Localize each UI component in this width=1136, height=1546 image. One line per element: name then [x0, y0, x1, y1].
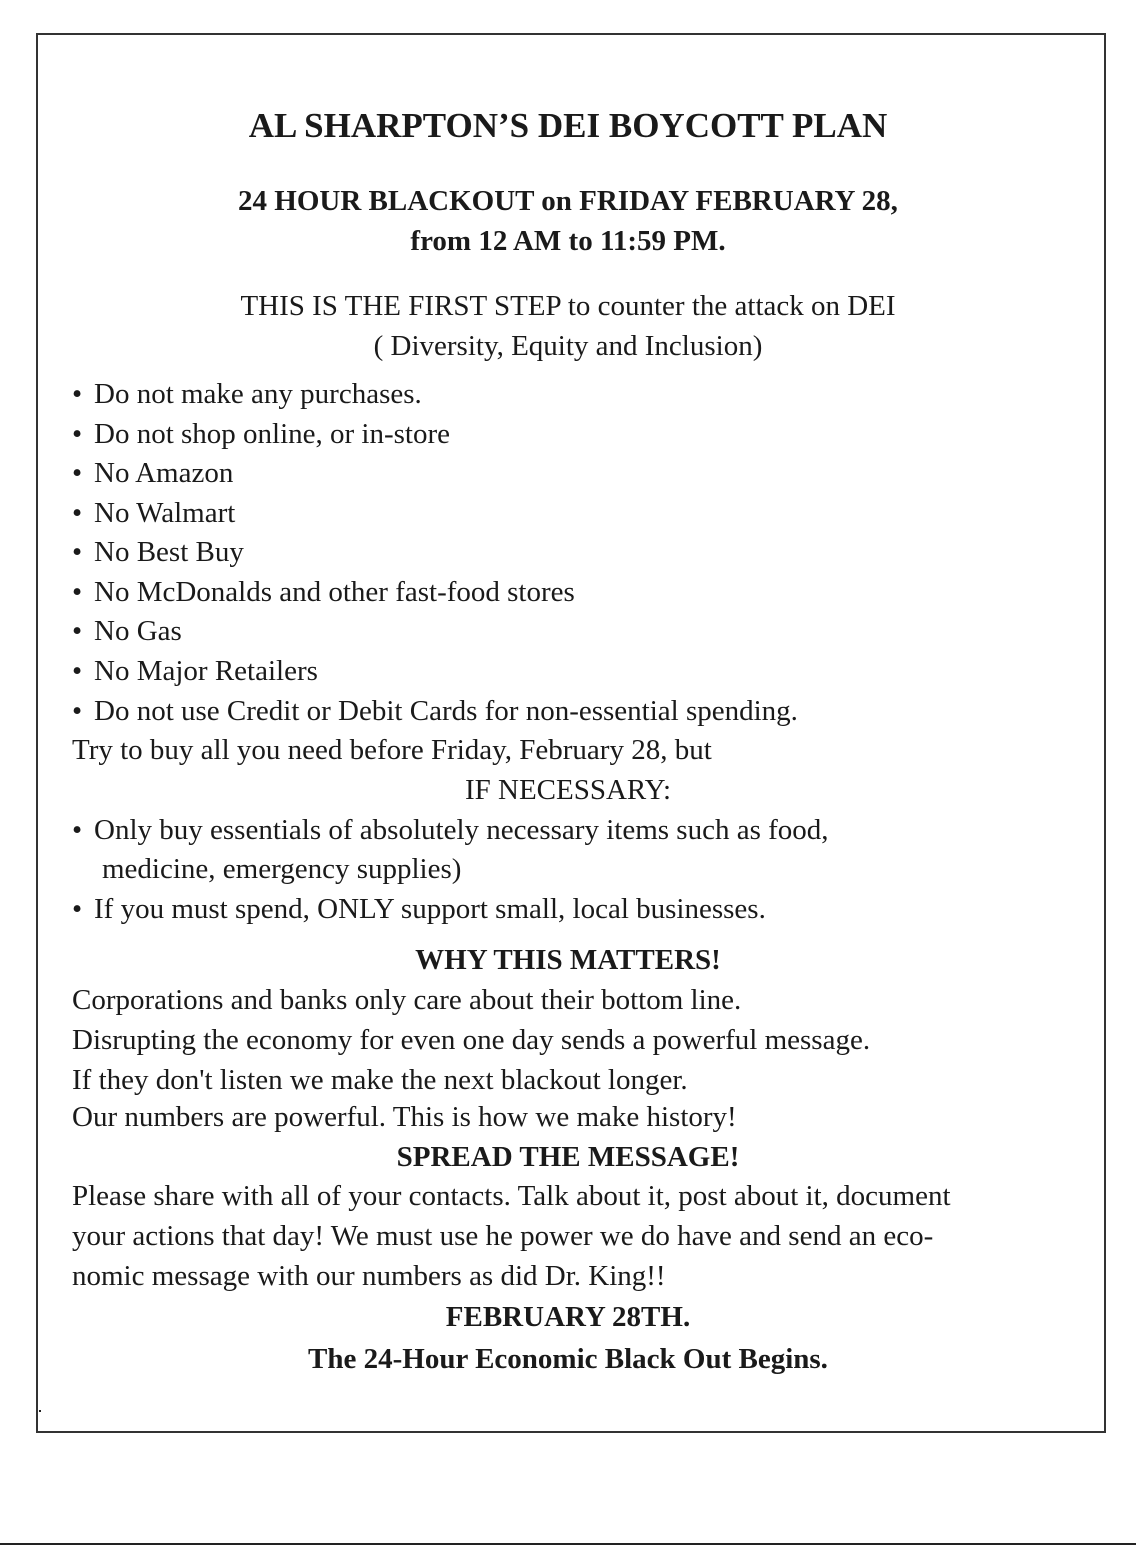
bottom-divider	[0, 1543, 1136, 1545]
first-step-line1: THIS IS THE FIRST STEP to counter the attack on DEI	[240, 290, 896, 322]
rule-item: • No Gas	[72, 615, 182, 647]
why-line: Corporations and banks only care about their bottom line.	[72, 984, 742, 1016]
bullet-glyph: •	[72, 536, 83, 568]
bullet-glyph: •	[72, 615, 83, 647]
try-to-buy-text: Try to buy all you need before Friday, February 28, but	[72, 734, 712, 766]
rule-item: • Do not make any purchases.	[72, 378, 422, 410]
why-line: Our numbers are powerful. This is how we make history!	[72, 1101, 737, 1133]
spread-line: Please share with all of your contacts. Talk about it, post about it, document	[72, 1180, 951, 1212]
necessary-item-continued: medicine, emergency supplies)	[102, 853, 462, 885]
flyer-title: AL SHARPTON’S DEI BOYCOTT PLAN	[248, 106, 888, 145]
why-line: If they don't listen we make the next blackout longer.	[72, 1064, 688, 1096]
rule-item: • No Amazon	[72, 457, 234, 489]
necessary-item: • Only buy essentials of absolutely necessary items such as food,	[72, 814, 829, 846]
stray-mark	[39, 1410, 41, 1412]
spread-line: your actions that day! We must use he power we do have and send an eco-	[72, 1220, 934, 1252]
closing-line: The 24-Hour Economic Black Out Begins.	[308, 1343, 828, 1375]
rule-item: • No Major Retailers	[72, 655, 318, 687]
bullet-glyph: •	[72, 814, 83, 846]
bullet-glyph: •	[72, 655, 83, 687]
bullet-glyph: •	[72, 378, 83, 410]
bullet-glyph: •	[72, 576, 83, 608]
blackout-date-line2: from 12 AM to 11:59 PM.	[410, 225, 726, 257]
date-heading: FEBRUARY 28TH.	[445, 1301, 691, 1333]
rule-item: • No McDonalds and other fast-food stores	[72, 576, 575, 608]
bullet-glyph: •	[72, 695, 83, 727]
spread-line: nomic message with our numbers as did Dr. King!!	[72, 1260, 666, 1292]
why-line: Disrupting the economy for even one day sends a powerful message.	[72, 1024, 871, 1056]
local-business-item: • If you must spend, ONLY support small, local businesses.	[72, 893, 766, 925]
rule-item: • No Walmart	[72, 497, 236, 529]
first-step-line2: ( Diversity, Equity and Inclusion)	[373, 330, 763, 362]
rule-item: • No Best Buy	[72, 536, 244, 568]
why-heading: WHY THIS MATTERS!	[415, 944, 721, 976]
spread-heading: SPREAD THE MESSAGE!	[396, 1141, 740, 1173]
if-necessary-label: IF NECESSARY:	[464, 774, 672, 806]
bullet-glyph: •	[72, 457, 83, 489]
rule-item: • Do not shop online, or in-store	[72, 418, 451, 450]
blackout-date-line1: 24 HOUR BLACKOUT on FRIDAY FEBRUARY 28,	[238, 185, 898, 217]
bullet-glyph: •	[72, 418, 83, 450]
rule-item: • Do not use Credit or Debit Cards for non-essential spending.	[72, 695, 798, 727]
bullet-glyph: •	[72, 497, 83, 529]
bullet-glyph: •	[72, 893, 83, 925]
